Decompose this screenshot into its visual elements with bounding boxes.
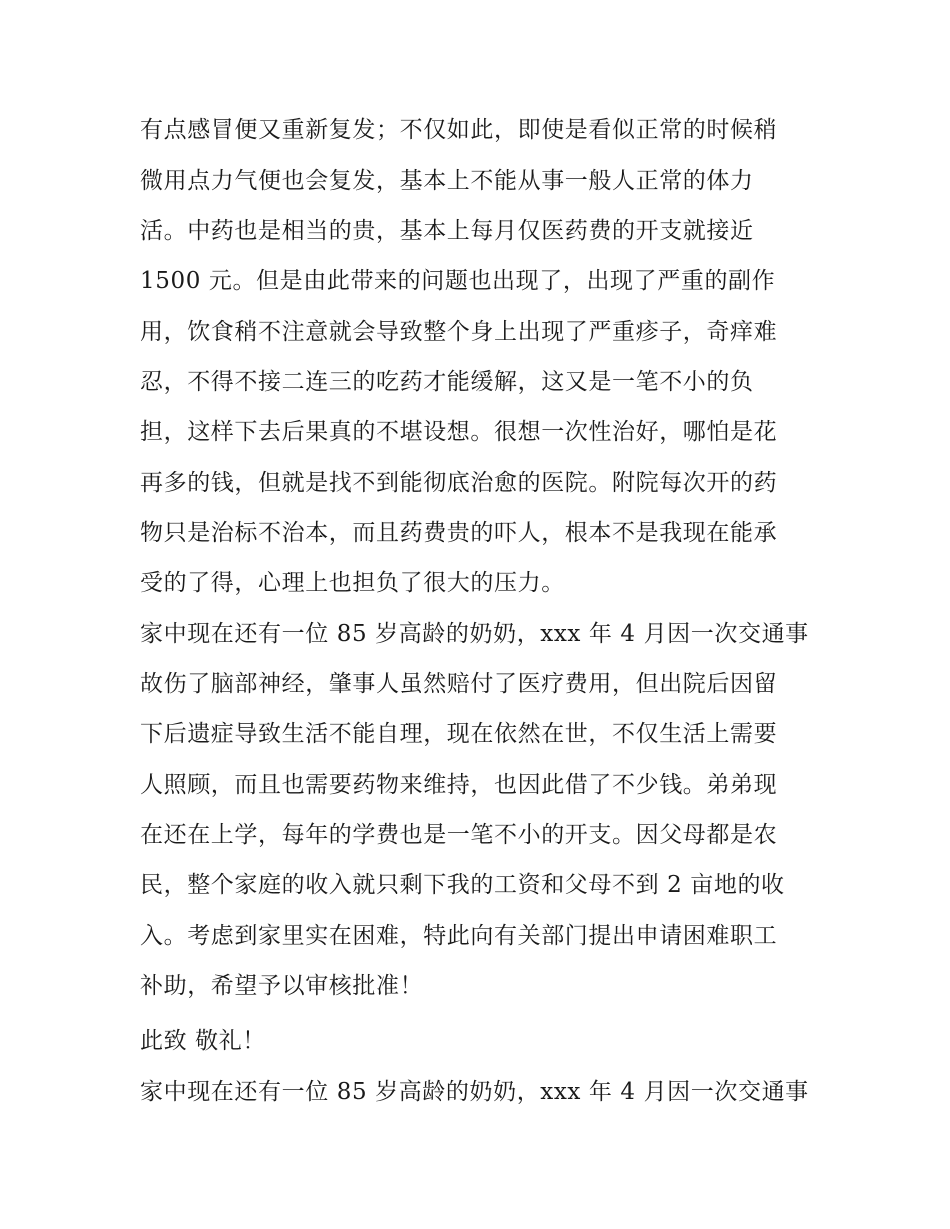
text-line: 此致 敬礼！ — [140, 1028, 266, 1054]
text-line: 人照顾，而且也需要药物来维持，也因此借了不少钱。弟弟现 — [140, 772, 778, 798]
text-line: 1500 元。但是由此带来的问题也出现了，出现了严重的副作 — [140, 268, 776, 294]
text-line: 受的了得，心理上也担负了很大的压力。 — [140, 570, 565, 596]
text-line: 在还在上学，每年的学费也是一笔不小的开支。因父母都是农 — [140, 822, 778, 848]
text-line: 家中现在还有一位 85 岁高龄的奶奶，xxx 年 4 月因一次交通事 — [140, 621, 809, 647]
text-line: 物只是治标不治本，而且药费贵的吓人，根本不是我现在能承 — [140, 520, 778, 546]
text-line: 入。考虑到家里实在困难，特此向有关部门提出申请困难职工 — [140, 923, 778, 949]
text-line: 担，这样下去后果真的不堪设想。很想一次性治好，哪怕是花 — [140, 419, 778, 445]
text-line: 补助，希望予以审核批准！ — [140, 973, 424, 999]
text-line: 故伤了脑部神经，肇事人虽然赔付了医疗费用，但出院后因留 — [140, 671, 778, 697]
text-line: 下后遗症导致生活不能自理，现在依然在世，不仅生活上需要 — [140, 721, 778, 747]
text-line: 再多的钱，但就是找不到能彻底治愈的医院。附院每次开的药 — [140, 470, 778, 496]
text-line: 有点感冒便又重新复发；不仅如此，即使是看似正常的时候稍 — [140, 117, 778, 143]
text-line: 用，饮食稍不注意就会导致整个身上出现了严重疹子，奇痒难 — [140, 319, 778, 345]
text-line: 家中现在还有一位 85 岁高龄的奶奶，xxx 年 4 月因一次交通事 — [140, 1079, 809, 1105]
text-line: 民，整个家庭的收入就只剩下我的工资和父母不到 2 亩地的收 — [140, 872, 785, 898]
text-line: 微用点力气便也会复发，基本上不能从事一般人正常的体力 — [140, 168, 754, 194]
text-line: 忍，不得不接二连三的吃药才能缓解，这又是一笔不小的负 — [140, 369, 754, 395]
text-line: 活。中药也是相当的贵，基本上每月仅医药费的开支就接近 — [140, 218, 754, 244]
